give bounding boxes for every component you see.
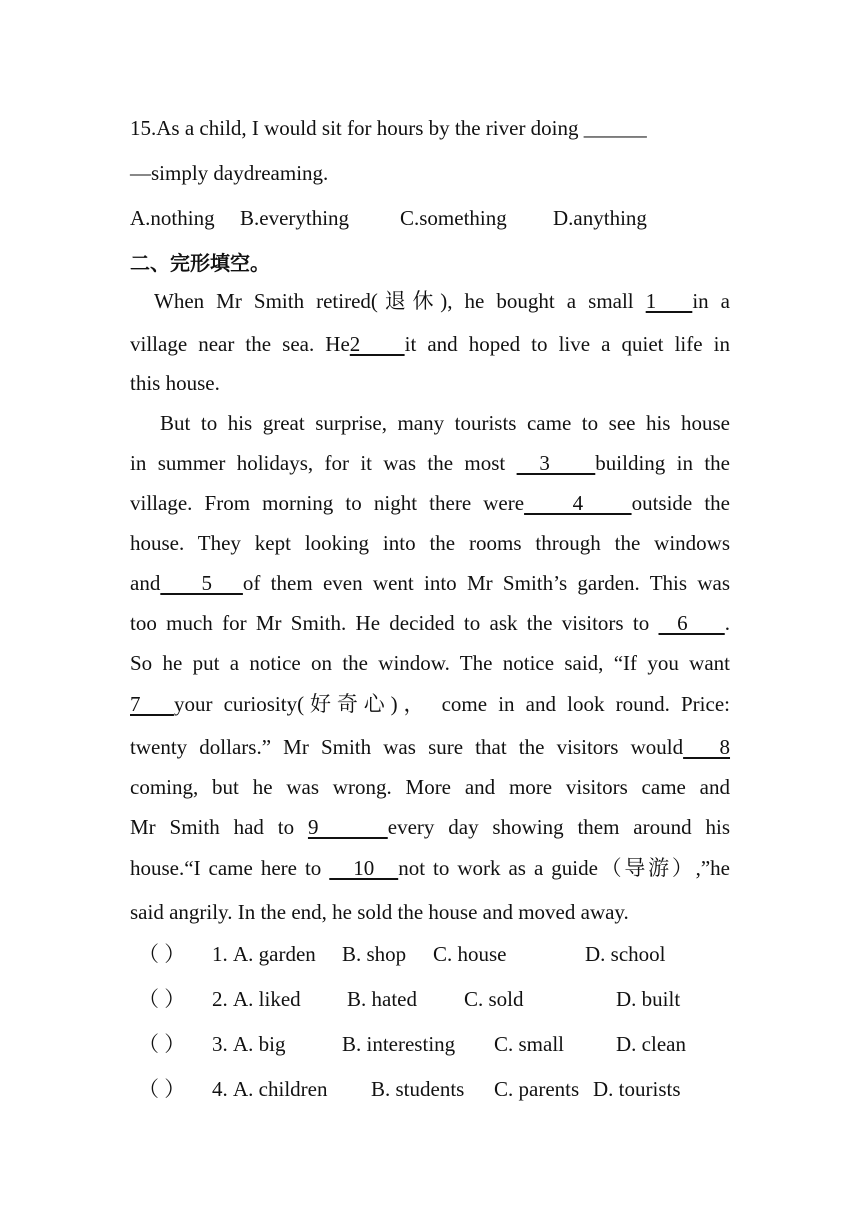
choice-b: B. hated bbox=[347, 987, 417, 1011]
passage-line: house. They kept looking into the rooms through the windows bbox=[130, 531, 730, 555]
passage-text: in a bbox=[692, 289, 731, 313]
blank-6: 6 bbox=[658, 611, 725, 635]
q15-option-d: D.anything bbox=[553, 206, 647, 230]
passage-line bbox=[130, 855, 730, 881]
passage-text: . bbox=[724, 611, 730, 635]
choice-d: D. built bbox=[616, 987, 681, 1011]
passage-line bbox=[130, 691, 730, 717]
blank-1: 1 bbox=[645, 289, 693, 313]
blank-7: 7 bbox=[130, 692, 174, 716]
choice-row-1 bbox=[130, 941, 730, 967]
section-title: 二、完形填空。 bbox=[130, 251, 270, 275]
choice-a: A. liked bbox=[233, 987, 301, 1011]
passage-text: of them even went into Mr Smith’s garden. This was bbox=[242, 571, 731, 595]
choice-number: 4. bbox=[212, 1077, 228, 1101]
passage-line: coming, but he was wrong. More and more visitors came and bbox=[130, 775, 730, 799]
passage-line: this house. bbox=[130, 371, 220, 395]
passage-text: outside the bbox=[631, 491, 731, 515]
choice-number: 2. bbox=[212, 987, 228, 1011]
passage-text: house.“I came here to bbox=[130, 856, 330, 880]
answer-paren[interactable]: （ ） bbox=[138, 1077, 186, 1101]
passage-line bbox=[130, 490, 730, 516]
choice-number: 1. bbox=[212, 942, 228, 966]
choice-d: D. clean bbox=[616, 1032, 686, 1056]
passage-text: and bbox=[130, 571, 161, 595]
passage-line bbox=[130, 570, 730, 596]
passage-text: village near the sea. He bbox=[130, 332, 350, 356]
q15-stem-line1: 15.As a child, I would sit for hours by the river doing ______ bbox=[130, 116, 647, 140]
choice-c: C. house bbox=[433, 942, 507, 966]
choice-number: 3. bbox=[212, 1032, 228, 1056]
blank-5: 5 bbox=[160, 571, 243, 595]
passage-line bbox=[130, 610, 730, 636]
passage-text: too much for Mr Smith. He decided to ask the visitors to bbox=[130, 611, 659, 635]
passage-text: not to work as a guide（导游）,”he bbox=[398, 856, 731, 880]
choice-row-4 bbox=[130, 1076, 730, 1102]
q15-option-b: B.everything bbox=[240, 206, 350, 230]
choice-c: C. small bbox=[494, 1032, 565, 1056]
answer-paren[interactable]: （ ） bbox=[138, 942, 186, 966]
blank-10: 10 bbox=[329, 856, 399, 880]
passage-line bbox=[130, 450, 730, 476]
passage-line bbox=[130, 331, 730, 357]
passage-line bbox=[130, 814, 730, 840]
choice-b: B. interesting bbox=[342, 1032, 456, 1056]
choice-c: C. sold bbox=[464, 987, 524, 1011]
passage-text: it and hoped to live a quiet life in bbox=[404, 332, 730, 356]
choice-a: A. garden bbox=[233, 942, 316, 966]
choice-row-2 bbox=[130, 986, 730, 1012]
passage-text: every day showing them around his bbox=[387, 815, 730, 839]
q15-options bbox=[130, 205, 730, 231]
q15-option-a: A.nothing bbox=[130, 206, 215, 230]
q15-stem-line2: —simply daydreaming. bbox=[130, 161, 329, 185]
passage-line bbox=[130, 288, 730, 314]
choice-a: A. big bbox=[233, 1032, 286, 1056]
choice-a: A. children bbox=[233, 1077, 328, 1101]
choice-b: B. students bbox=[371, 1077, 465, 1101]
answer-paren[interactable]: （ ） bbox=[138, 1032, 186, 1056]
passage-line: said angrily. In the end, he sold the house and moved away. bbox=[130, 900, 629, 924]
choice-b: B. shop bbox=[342, 942, 407, 966]
passage-text: in summer holidays, for it was the most bbox=[130, 451, 517, 475]
blank-8: 8 bbox=[683, 735, 731, 759]
passage-text: building in the bbox=[595, 451, 730, 475]
passage-text: your curiosity(好奇心)， come in and look round. Price: bbox=[173, 692, 730, 716]
blank-3: 3 bbox=[516, 451, 596, 475]
passage-text: twenty dollars.” Mr Smith was sure that the visitors would bbox=[130, 735, 684, 759]
blank-2: 2 bbox=[349, 332, 405, 356]
passage-line: But to his great surprise, many tourists came to see his house bbox=[160, 411, 730, 435]
passage-text: Mr Smith had to bbox=[130, 815, 308, 839]
q15-option-c: C.something bbox=[400, 206, 507, 230]
passage-text: When Mr Smith retired(退休), he bought a small bbox=[154, 289, 646, 313]
choice-d: D. tourists bbox=[593, 1077, 681, 1101]
choice-row-3 bbox=[130, 1031, 730, 1057]
choice-c: C. parents bbox=[494, 1077, 580, 1101]
blank-4: 4 bbox=[524, 491, 632, 515]
passage-line bbox=[130, 734, 730, 760]
answer-paren[interactable]: （ ） bbox=[138, 987, 186, 1011]
passage-text: village. From morning to night there were bbox=[130, 491, 525, 515]
passage-line: So he put a notice on the window. The notice said, “If you want bbox=[130, 651, 730, 675]
choice-d: D. school bbox=[585, 942, 666, 966]
blank-9: 9 bbox=[307, 815, 388, 839]
